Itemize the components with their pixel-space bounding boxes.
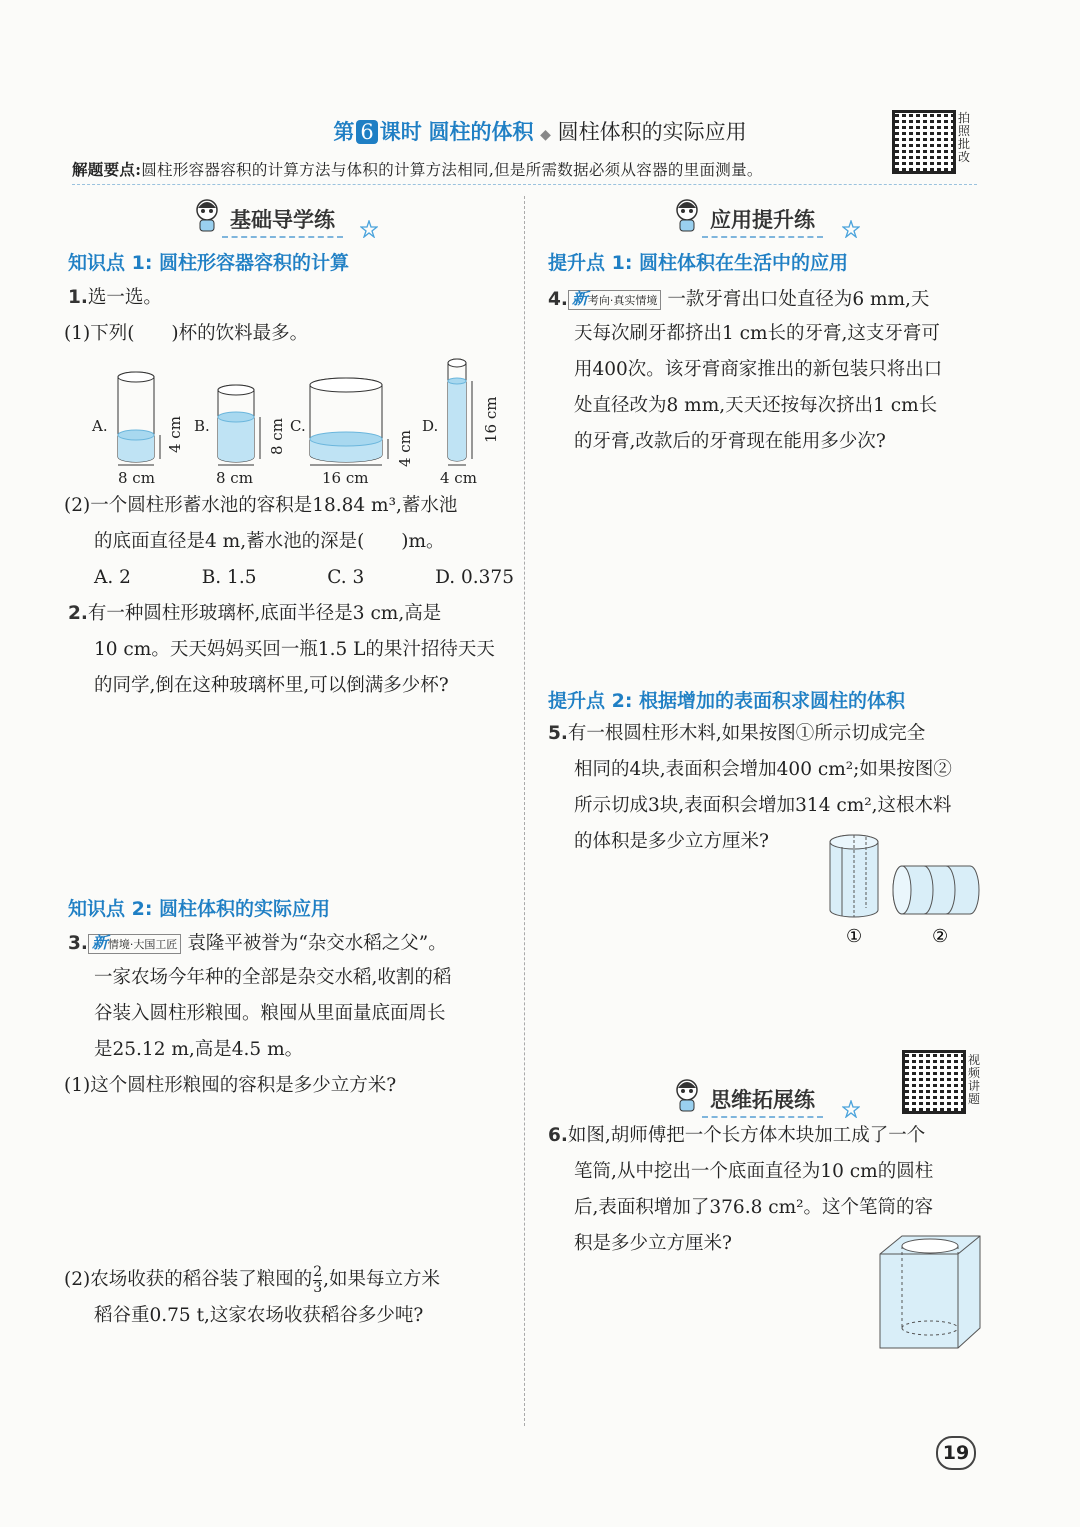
- lesson-prefix: 第: [333, 120, 355, 144]
- question-5: [548, 716, 925, 752]
- q3-number: 3.: [68, 933, 88, 954]
- question-6: [548, 1118, 925, 1154]
- q6-line3: 后,表面积增加了376.8 cm²。这个笔筒的容: [574, 1197, 934, 1218]
- cup-d-width: 4 cm: [440, 469, 477, 487]
- q6-number: 6.: [548, 1125, 568, 1146]
- q4-line1: 一款牙膏出口处直径为6 mm,天: [667, 289, 930, 310]
- q3-tag-text: 情境·大国工匠: [107, 938, 178, 951]
- tip-text: 圆柱形容器容积的计算方法与体积的计算方法相同,但是所需数据必须从容器的里面测量。: [141, 161, 763, 179]
- q3-line3: 谷装入圆柱形粮囤。粮囤从里面量底面周长: [94, 1003, 446, 1024]
- q4-tag-new: 新: [571, 289, 588, 308]
- question-4: [548, 282, 929, 318]
- cup-b-label: B.: [194, 417, 210, 435]
- q5-line3: 所示切成3块,表面积会增加314 cm²,这根木料: [574, 795, 952, 816]
- option-a[interactable]: A. 2: [94, 567, 131, 588]
- q3-context-tag: [88, 934, 182, 954]
- q2-line3: 的同学,倒在这种玻璃杯里,可以倒满多少杯?: [94, 675, 449, 696]
- q4-number: 4.: [548, 289, 568, 310]
- lesson-subtitle: 圆柱体积的实际应用: [557, 120, 747, 144]
- section-basic-practice: 基础导学练: [222, 204, 343, 238]
- question-2: [68, 596, 441, 632]
- q1-options: [94, 560, 514, 596]
- cup-c-width: 16 cm: [322, 469, 369, 487]
- q3-part2-b: ,如果每立方米: [323, 1269, 441, 1290]
- cup-a-height: 4 cm: [166, 416, 184, 453]
- q1-part2-line2: 的底面直径是4 m,蓄水池的深是( )m。: [94, 531, 445, 552]
- q3-tag-new: 新: [91, 933, 108, 952]
- question-3: [68, 926, 447, 962]
- arrow-icon: ◆: [540, 127, 551, 143]
- video-qr-code-icon[interactable]: [902, 1050, 966, 1114]
- tip-label: 解题要点:: [72, 160, 142, 179]
- section-applied-practice: 应用提升练: [702, 204, 823, 238]
- q1-part1: (1)下列( )杯的饮料最多。: [64, 323, 309, 344]
- q2-number: 2.: [68, 603, 88, 624]
- qr-label-video: 视频讲题: [968, 1053, 981, 1106]
- q3-line4: 是25.12 m,高是4.5 m。: [94, 1039, 304, 1060]
- q1-part2-line1: (2)一个圆柱形蓄水池的容积是18.84 m³,蓄水池: [64, 495, 458, 516]
- fraction-denominator: 3: [313, 1279, 323, 1296]
- lesson-title: 圆柱的体积: [428, 120, 534, 144]
- fraction-numerator: 2: [313, 1263, 323, 1280]
- q4-line2: 天每次刷牙都挤出1 cm长的牙膏,这支牙膏可: [574, 323, 940, 344]
- q5-line4: 的体积是多少立方厘米?: [574, 831, 769, 852]
- lesson-suffix: 课时: [379, 120, 422, 144]
- q3-part1: (1)这个圆柱形粮囤的容积是多少立方米?: [64, 1075, 397, 1096]
- cup-c-height: 4 cm: [396, 430, 414, 467]
- star-icon: [842, 1100, 860, 1118]
- q4-tag-text: 考向·真实情境: [587, 294, 658, 307]
- pen-holder-figure: [876, 1232, 986, 1352]
- q3-part2-a: (2)农场收获的稻谷装了粮囤的: [64, 1269, 313, 1290]
- q6-line2: 笔筒,从中挖出一个底面直径为10 cm的圆柱: [574, 1161, 934, 1182]
- star-icon: [842, 220, 860, 238]
- q3-line1: 袁隆平被誉为“杂交水稻之父”。: [187, 933, 447, 954]
- cup-d-label: D.: [422, 417, 439, 435]
- q5-number: 5.: [548, 723, 568, 744]
- wood-cut-figures: [820, 830, 990, 948]
- section-thinking-extension: 思维拓展练: [702, 1084, 823, 1118]
- q4-context-tag: [568, 290, 662, 310]
- knowledge-point-2: 知识点 2: 圆柱体积的实际应用: [68, 898, 331, 920]
- q3-part2-line2: 稻谷重0.75 t,这家农场收获稻谷多少吨?: [94, 1305, 424, 1326]
- q1-number: 1.: [68, 287, 88, 308]
- q6-line1: 如图,胡师傅把一个长方体木块加工成了一个: [567, 1125, 926, 1146]
- mascot-icon: [672, 198, 702, 232]
- cup-b-width: 8 cm: [216, 469, 253, 487]
- cup-d-height: 16 cm: [482, 396, 500, 443]
- q5-line1: 有一根圆柱形木料,如果按图①所示切成完全: [567, 723, 926, 744]
- q1-text: 选一选。: [87, 287, 162, 308]
- q6-line4: 积是多少立方厘米?: [574, 1233, 732, 1254]
- cup-a-width: 8 cm: [118, 469, 155, 487]
- improvement-point-2: 提升点 2: 根据增加的表面积求圆柱的体积: [548, 690, 906, 712]
- q4-line4: 处直径改为8 mm,天天还按每次挤出1 cm长: [574, 395, 938, 416]
- mascot-icon: [672, 1078, 702, 1112]
- fraction-two-thirds: [313, 1265, 322, 1296]
- q2-line1: 有一种圆柱形玻璃杯,底面半径是3 cm,高是: [87, 603, 442, 624]
- q4-line3: 用400次。该牙膏商家推出的新包装只将出口: [574, 359, 943, 380]
- figure-2-label: ②: [932, 926, 949, 947]
- q3-part2-line1: [64, 1262, 440, 1298]
- column-divider: [524, 196, 525, 1426]
- cups-figure: [88, 355, 508, 490]
- option-b[interactable]: B. 1.5: [201, 567, 257, 588]
- question-1: [68, 280, 162, 316]
- q4-line5: 的牙膏,改款后的牙膏现在能用多少次?: [574, 431, 886, 452]
- star-icon: [360, 220, 378, 238]
- page-number: 19: [936, 1436, 976, 1470]
- option-c[interactable]: C. 3: [327, 567, 365, 588]
- solution-tip: [72, 158, 977, 185]
- qr-label-grading: 拍照批改: [958, 111, 971, 164]
- q2-line2: 10 cm。天天妈妈买回一瓶1.5 L的果汁招待天天: [94, 639, 495, 660]
- cup-c-label: C.: [290, 417, 306, 435]
- option-d[interactable]: D. 0.375: [435, 567, 514, 588]
- mascot-icon: [192, 198, 222, 232]
- q3-line2: 一家农场今年种的全部是杂交水稻,收割的稻: [94, 967, 452, 988]
- cup-b-height: 8 cm: [268, 418, 286, 455]
- lesson-number-badge: 6: [356, 120, 377, 144]
- q5-line2: 相同的4块,表面积会增加400 cm²;如果按图②: [574, 759, 952, 780]
- knowledge-point-1: 知识点 1: 圆柱形容器容积的计算: [68, 252, 350, 274]
- figure-1-label: ①: [846, 926, 863, 947]
- improvement-point-1: 提升点 1: 圆柱体积在生活中的应用: [548, 252, 849, 274]
- cup-a-label: A.: [92, 417, 108, 435]
